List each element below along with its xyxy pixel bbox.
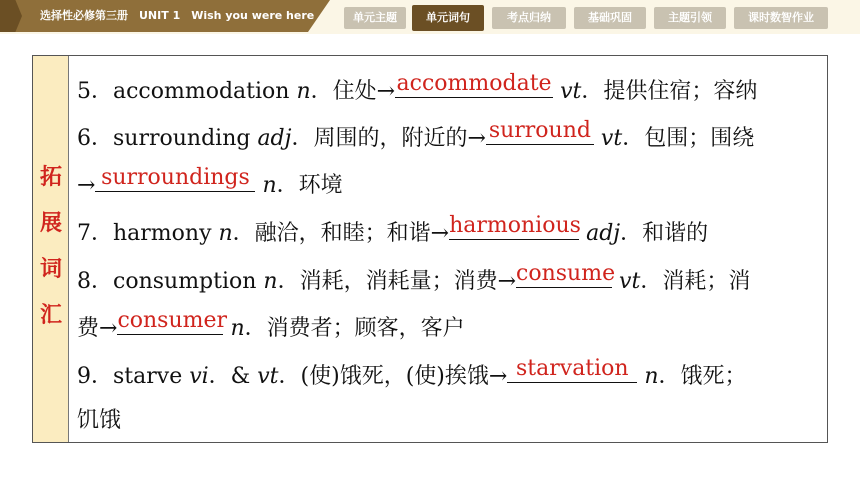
definition: ．饿死；	[658, 364, 747, 389]
answer-text: consumer	[117, 308, 228, 333]
definition: ．包围；围绕	[622, 126, 755, 151]
top-bar	[0, 0, 860, 34]
vocab-line	[77, 165, 343, 201]
word-entry: 9．starve	[77, 364, 190, 389]
tab-unit-words[interactable]: 单元词句	[412, 5, 484, 31]
definition: ．住处→	[310, 79, 396, 104]
arrow-text: 费→	[77, 316, 118, 341]
side-char: 词	[39, 257, 62, 282]
part-of-speech: n	[230, 316, 245, 341]
answer-blank	[516, 261, 616, 288]
part-of-speech: adj	[257, 126, 292, 151]
part-of-speech: vi	[189, 364, 209, 389]
definition: ．(使)饿死，(使)挨饿→	[278, 364, 508, 389]
tab-key-points[interactable]: 考点归纳	[492, 7, 566, 29]
vocab-line	[77, 118, 754, 154]
definition: ．&	[208, 364, 258, 389]
answer-blank	[507, 356, 637, 383]
vocab-line	[77, 71, 757, 107]
side-label	[33, 56, 69, 442]
arrow-text: →	[77, 173, 96, 198]
vocab-line	[77, 308, 465, 344]
side-char: 拓	[39, 165, 62, 190]
part-of-speech: vt	[600, 126, 623, 151]
word-entry: 8．consumption	[77, 269, 264, 294]
part-of-speech: n	[296, 79, 311, 104]
answer-blank	[117, 308, 228, 335]
definition: ．消费者；顾客，客户	[244, 316, 465, 341]
tab-homework[interactable]: 课时数智作业	[734, 7, 828, 29]
tab-theme-guide[interactable]: 主题引领	[654, 7, 726, 29]
vocab-line	[77, 213, 708, 249]
answer-text: consume	[516, 261, 616, 286]
side-char: 展	[39, 211, 62, 236]
tab-basic-practice[interactable]: 基础巩固	[574, 7, 646, 29]
answer-blank	[486, 118, 594, 145]
definition: ．消耗，消耗量；消费→	[277, 269, 517, 294]
vocab-line	[77, 356, 747, 392]
definition: ．周围的，附近的→	[291, 126, 486, 151]
definition: ．提供住宿；容纳	[581, 79, 758, 104]
answer-text: starvation	[516, 356, 629, 381]
answer-blank	[95, 165, 255, 192]
part-of-speech: n	[644, 364, 659, 389]
definition: ．融洽，和睦；和谐→	[232, 221, 450, 246]
word-entry: 6．surrounding	[77, 126, 258, 151]
vocab-panel	[32, 55, 828, 443]
vocab-line	[77, 403, 121, 439]
definition: ．消耗；消	[640, 269, 751, 294]
answer-blank	[395, 71, 553, 98]
answer-text: accommodate	[396, 71, 552, 96]
answer-text: harmonious	[449, 213, 581, 238]
word-entry: 7．harmony	[77, 221, 219, 246]
part-of-speech: adj	[586, 221, 621, 246]
answer-blank	[449, 213, 579, 240]
answer-text: surround	[488, 118, 591, 143]
unit-title: 选择性必修第三册 UNIT 1 Wish you were here	[40, 9, 315, 22]
part-of-speech: vt	[257, 364, 279, 389]
part-of-speech: n	[263, 269, 278, 294]
word-entry: 5．accommodation	[77, 79, 297, 104]
vocab-line	[77, 261, 750, 297]
part-of-speech: n	[262, 173, 277, 198]
tab-unit-theme[interactable]: 单元主题	[344, 7, 406, 29]
definition: ．和谐的	[620, 221, 709, 246]
side-char: 汇	[39, 303, 62, 328]
part-of-speech: n	[218, 221, 233, 246]
part-of-speech: vt	[619, 269, 641, 294]
part-of-speech: vt	[560, 79, 582, 104]
definition: ．环境	[276, 173, 343, 198]
answer-text: surroundings	[101, 165, 250, 190]
definition: 饥饿	[77, 408, 122, 433]
